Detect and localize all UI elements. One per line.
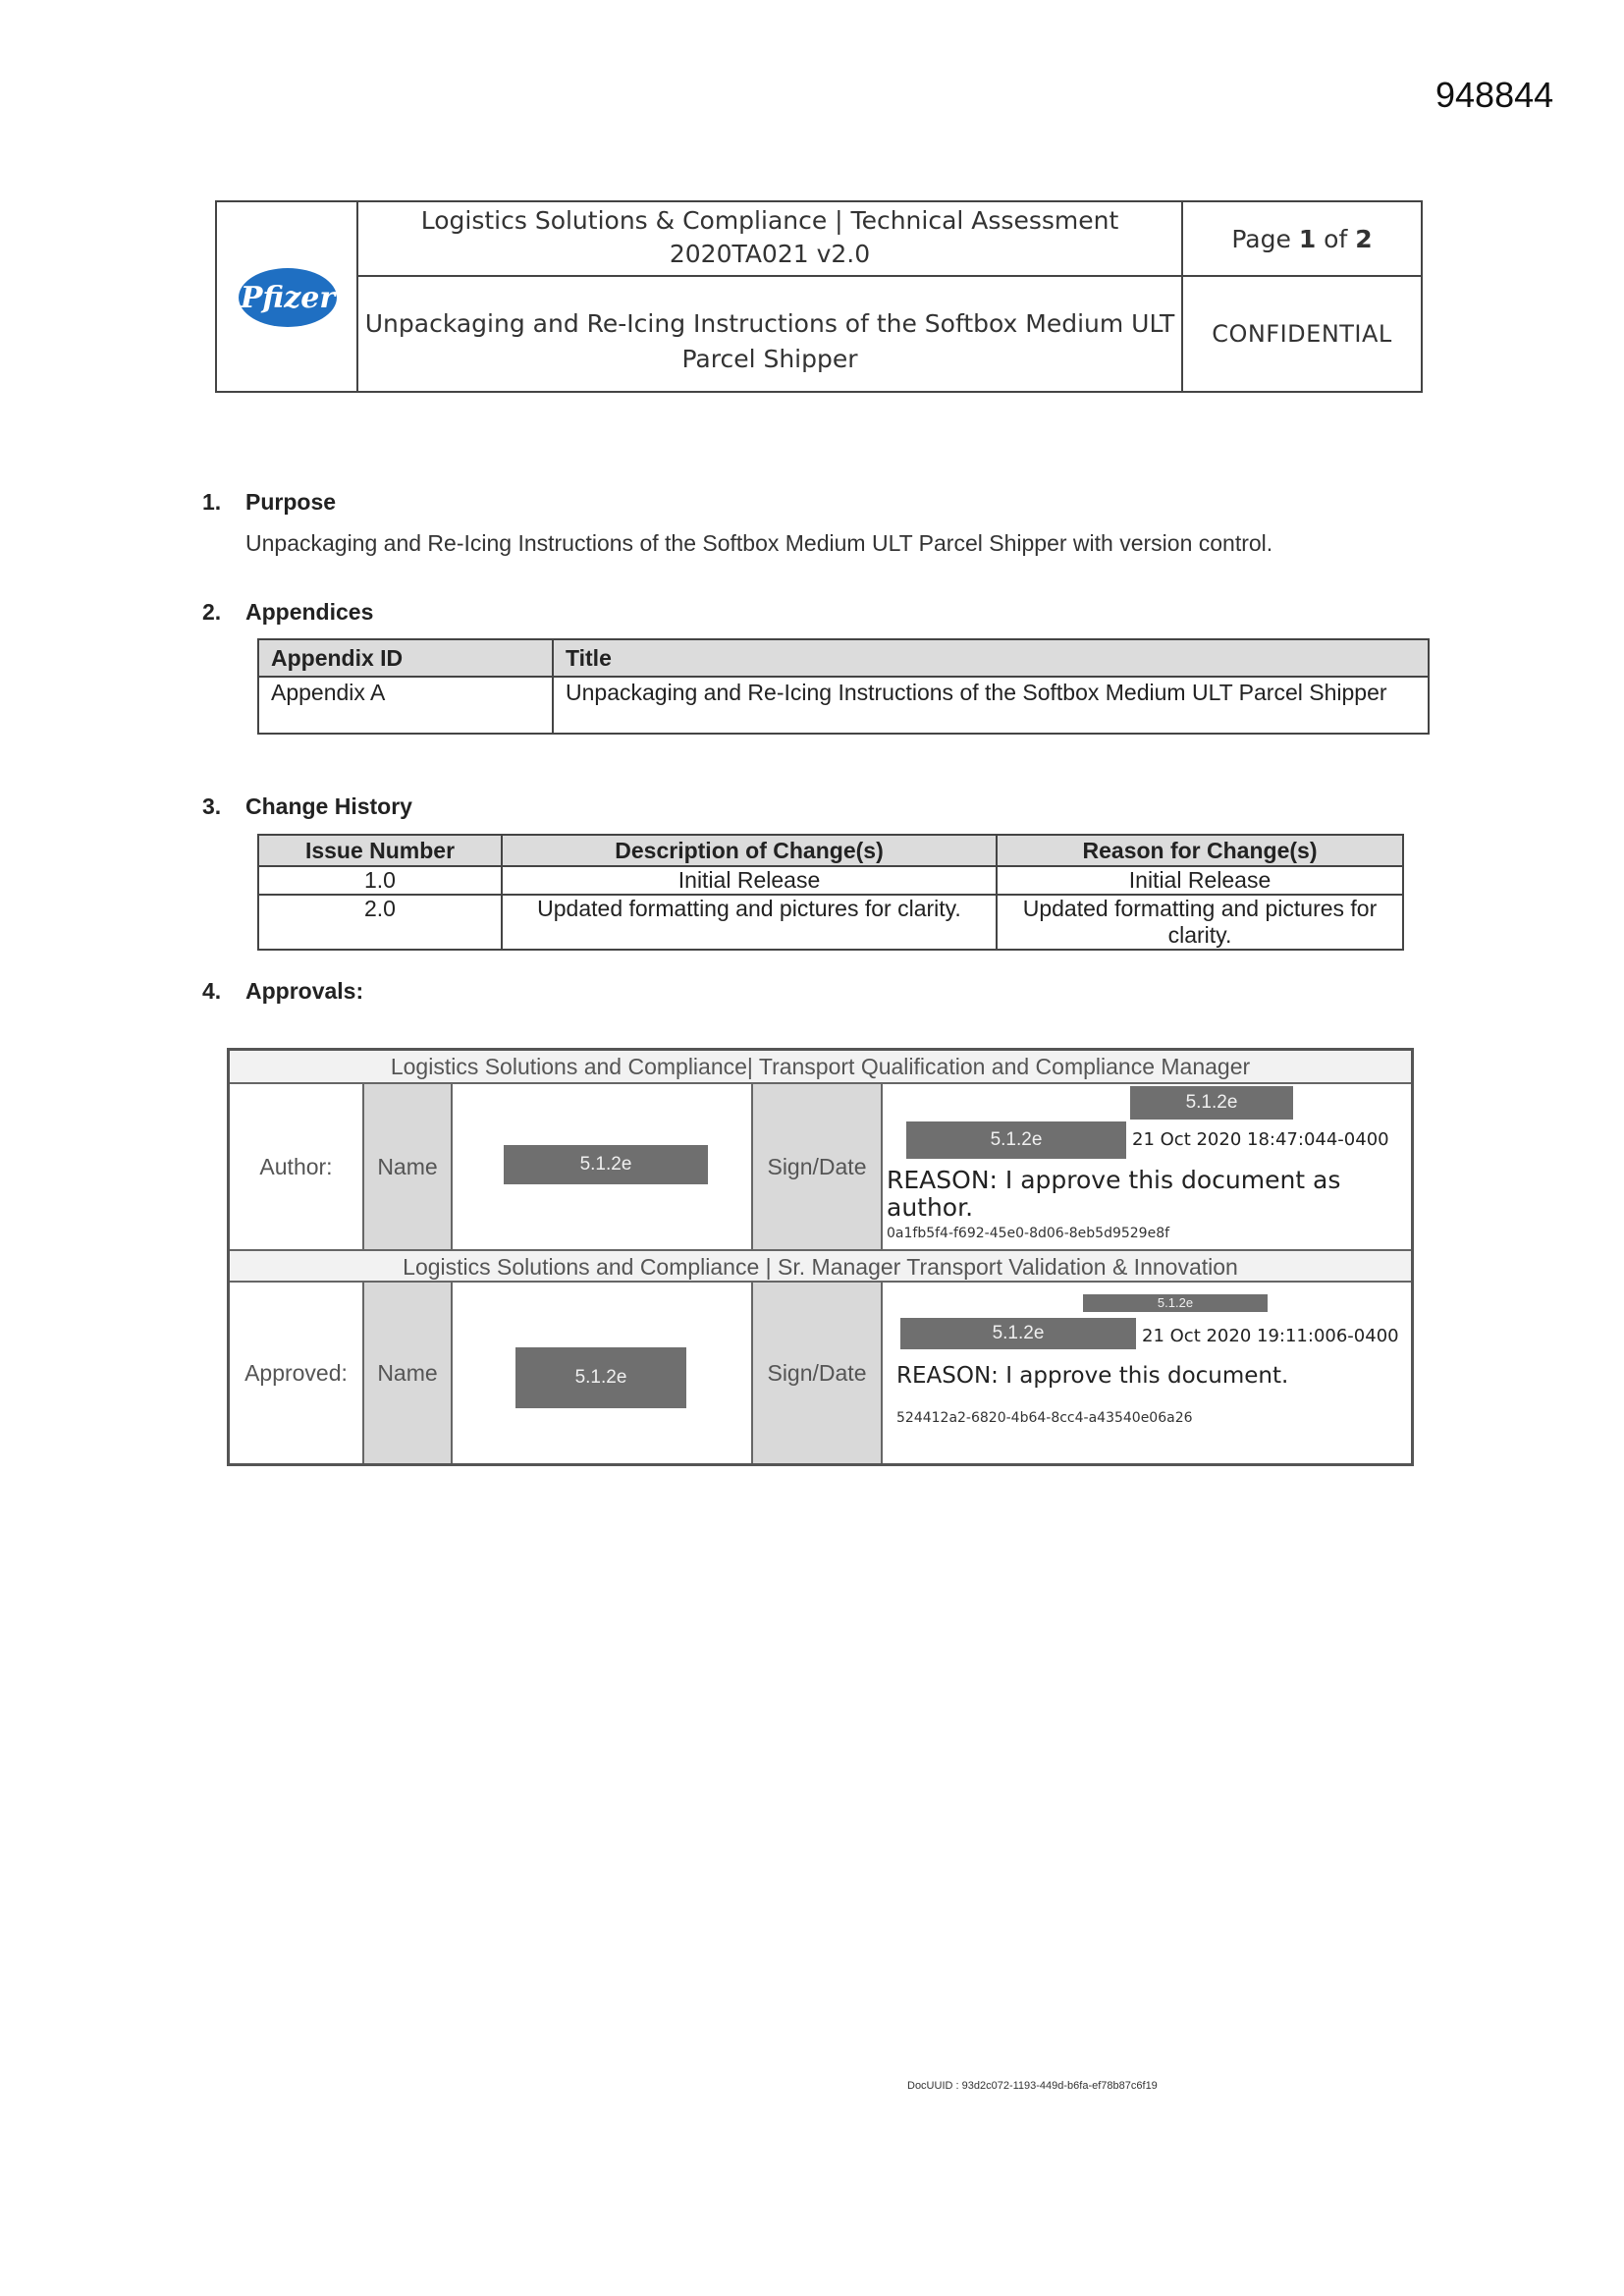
page-current: 1 (1298, 225, 1317, 253)
author-label: Author: (230, 1084, 364, 1249)
reason-cell: Updated formatting and pictures for clarity. (997, 895, 1403, 950)
section-number: 4. (202, 978, 222, 1004)
section-approvals-heading (202, 978, 363, 1005)
signature-reason: REASON: I approve this document as author. (887, 1166, 1341, 1222)
sign-date-label: Sign/Date (753, 1283, 883, 1463)
redaction-box: 5.1.2e (1130, 1086, 1293, 1120)
column-header: Reason for Change(s) (997, 835, 1403, 866)
header-assessment (358, 202, 1183, 277)
header-line2: 2020TA021 v2.0 (669, 240, 871, 268)
name-label: Name (364, 1084, 453, 1249)
section-number: 1. (202, 489, 222, 515)
section-title: Approvals: (245, 978, 364, 1004)
table-row (258, 895, 1403, 950)
page-prefix: Page (1231, 225, 1299, 253)
signature-timestamp: 21 Oct 2020 18:47:044-0400 (1132, 1129, 1389, 1150)
approver-label: Approved: (230, 1283, 364, 1463)
classification-label: CONFIDENTIAL (1212, 320, 1392, 348)
column-header: Title (553, 639, 1429, 677)
author-row (230, 1084, 1411, 1249)
svg-text:Pfizer: Pfizer (240, 281, 336, 315)
column-header: Description of Change(s) (502, 835, 997, 866)
section-purpose-heading (202, 489, 336, 516)
redaction-box: 5.1.2e (504, 1145, 708, 1184)
signature-uid: 0a1fb5f4-f692-45e0-8d06-8eb5d9529e8f (887, 1226, 1170, 1241)
table-header-row (258, 639, 1429, 677)
appendix-table (257, 638, 1430, 735)
change-history-table (257, 834, 1404, 951)
header-title-line2: Parcel Shipper (681, 345, 858, 373)
description-cell: Initial Release (502, 866, 997, 895)
page-total: 2 (1355, 225, 1373, 253)
section-change-history-heading (202, 793, 412, 820)
author-name-cell (453, 1084, 753, 1249)
signature-timestamp: 21 Oct 2020 19:11:006-0400 (1142, 1326, 1399, 1346)
table-row (258, 677, 1429, 734)
author-signature-cell (883, 1084, 1411, 1249)
header-line1: Logistics Solutions & Compliance | Technical Assessment (420, 206, 1119, 235)
approver-signature-cell (883, 1283, 1411, 1463)
approver-row (230, 1283, 1411, 1463)
section-number: 3. (202, 793, 222, 819)
section-title: Change History (245, 793, 412, 819)
section-number: 2. (202, 599, 222, 625)
table-row (258, 866, 1403, 895)
signature-uid: 524412a2-6820-4b64-8cc4-a43540e06a26 (896, 1410, 1193, 1426)
appendix-id-cell: Appendix A (258, 677, 553, 734)
issue-cell: 2.0 (258, 895, 502, 950)
redaction-box: 5.1.2e (906, 1121, 1126, 1159)
header-title-line1: Unpackaging and Re-Icing Instructions of the Softbox Medium ULT (364, 309, 1175, 338)
author-role-band: Logistics Solutions and Compliance| Transport Qualification and Compliance Manager (230, 1051, 1411, 1084)
reason-cell: Initial Release (997, 866, 1403, 895)
logo-cell (217, 202, 358, 391)
header-document-title (358, 277, 1183, 391)
pfizer-logo (237, 265, 339, 330)
signature-reason: REASON: I approve this document. (896, 1363, 1289, 1389)
description-cell: Updated formatting and pictures for clarity. (502, 895, 997, 950)
table-header-row (258, 835, 1403, 866)
approver-role-band: Logistics Solutions and Compliance | Sr. Manager Transport Validation & Innovation (230, 1249, 1411, 1283)
name-label: Name (364, 1283, 453, 1463)
approver-name-cell (453, 1283, 753, 1463)
document-number: 948844 (1435, 75, 1554, 115)
section-title: Appendices (245, 599, 374, 625)
section-appendices-heading (202, 599, 373, 626)
redaction-box: 5.1.2e (1083, 1294, 1268, 1312)
column-header: Issue Number (258, 835, 502, 866)
document-header (215, 200, 1423, 393)
column-header: Appendix ID (258, 639, 553, 677)
purpose-text: Unpackaging and Re-Icing Instructions of the Softbox Medium ULT Parcel Shipper with version control. (245, 530, 1273, 556)
issue-cell: 1.0 (258, 866, 502, 895)
approvals-table (227, 1048, 1414, 1466)
appendix-title-cell: Unpackaging and Re-Icing Instructions of the Softbox Medium ULT Parcel Shipper (553, 677, 1429, 734)
page-mid: of (1316, 225, 1356, 253)
section-title: Purpose (245, 489, 337, 515)
redaction-box: 5.1.2e (515, 1347, 686, 1408)
sign-date-label: Sign/Date (753, 1084, 883, 1249)
document-uuid: DocUUID : 93d2c072-1193-449d-b6fa-ef78b87c6f19 (907, 2080, 1158, 2092)
redaction-box: 5.1.2e (900, 1318, 1136, 1349)
page-indicator (1183, 202, 1421, 277)
